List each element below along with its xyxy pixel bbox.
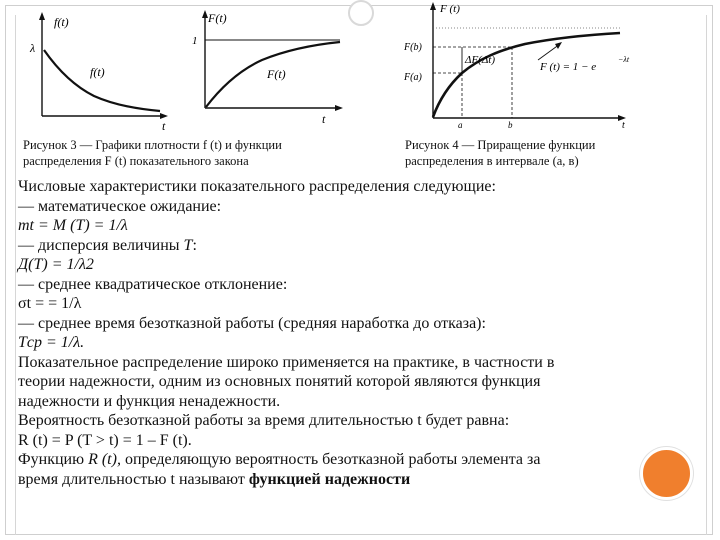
probability-line: Вероятность безотказной работы за время длительностью t будет равна: [18, 412, 510, 429]
decorative-circle-orange [640, 447, 693, 500]
text-line-variance-label [18, 236, 638, 256]
variance-colon: : [192, 236, 197, 254]
fig4-Fb-label: F(b) [404, 42, 422, 53]
distribution-axis-label: F(t) [208, 11, 227, 25]
formula-mttf: Tср = 1/λ. [18, 334, 85, 351]
definition-line-1 [18, 450, 638, 470]
distribution-t-label: t [322, 112, 326, 126]
figure-4-caption-line1: Рисунок 4 — Приращение функции [405, 138, 596, 152]
text-line-stddev-label: — среднее квадратическое отклонение: [18, 275, 288, 293]
definition-text-c: определяющую вероятность безотказной работы элемента за [120, 451, 541, 468]
formula-stddev: σt = = 1/λ [18, 295, 82, 312]
formula-variance: Д(T) = 1/λ2 [18, 256, 94, 273]
one-label: 1 [192, 35, 198, 47]
fig4-delta-label: ΔF(Δt) [465, 54, 496, 66]
definition-term: функцией надежности [248, 470, 411, 488]
figure-3-caption-line1: Рисунок 3 — Графики плотности f (t) и функции [23, 138, 282, 152]
paragraph-line-1: Показательное распределение широко применяется на практике, в частности в [18, 353, 555, 371]
paragraph-line-2: теории надежности, одним из основных понятий которой являются функция [18, 373, 541, 390]
paragraph-line-3: надежности и функция ненадежности. [18, 392, 281, 410]
fig4-Fa-label: F(a) [404, 72, 422, 83]
figure-3-caption-line2: распределения F (t) показательного закона [23, 154, 249, 168]
figure-3-graphs [22, 8, 362, 134]
density-axis-label: f(t) [54, 15, 69, 29]
text-line-expectation-label: — математическое ожидание: [18, 197, 222, 215]
formula-expectation: mt = M (T) = 1/λ [18, 217, 128, 234]
definition-text-d: время длительностью t называют [18, 470, 249, 488]
figure-3-caption [23, 137, 373, 169]
fig4-F-axis-label: F (t) [440, 3, 460, 15]
figure-4-caption-line2: распределения в интервале (a, в) [405, 154, 579, 168]
definition-text-a: Функцию [18, 451, 89, 468]
definition-function: R (t), [88, 451, 121, 468]
distribution-curve-label: F(t) [267, 67, 286, 81]
variance-variable: T [183, 236, 193, 254]
figure-4-caption [405, 137, 705, 169]
fig4-formula-label: F (t) = 1 − e [540, 61, 597, 73]
figure-4-graph [400, 0, 700, 130]
density-curve-label: f(t) [90, 65, 105, 79]
density-plot [29, 12, 168, 133]
distribution-plot [192, 10, 343, 126]
density-t-label: t [162, 119, 166, 133]
variance-label-text: — дисперсия величины [18, 236, 184, 254]
formula-reliability: R (t) = P (T > t) = 1 – F (t). [18, 431, 192, 449]
fig4-t-label: t [622, 120, 625, 130]
fig4-b-label: b [508, 120, 513, 130]
definition-line-2 [18, 470, 638, 490]
lambda-label: λ [30, 41, 36, 55]
text-line-intro: Числовые характеристики показательного распределения следующие: [18, 178, 496, 195]
fig4-exponent-label: −λt [618, 55, 630, 64]
fig4-a-label: a [458, 120, 463, 130]
body-text [18, 177, 638, 489]
text-line-mttf-label: — среднее время безотказной работы (средняя наработка до отказа): [18, 314, 486, 332]
